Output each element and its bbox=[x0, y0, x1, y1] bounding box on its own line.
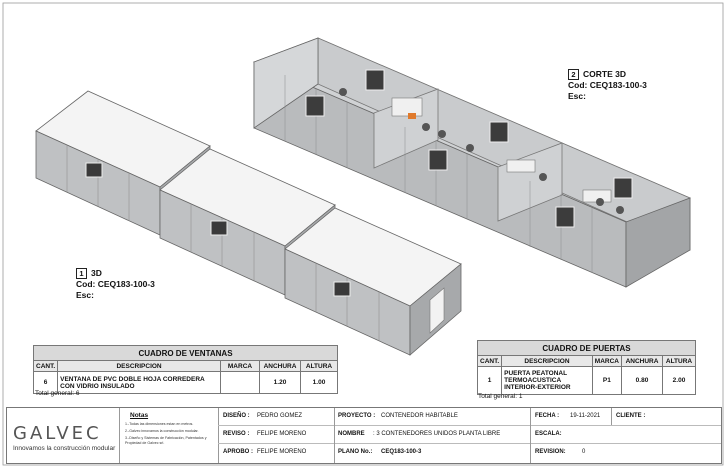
fecha-value: 19-11-2021 bbox=[570, 413, 601, 419]
company-tagline: Innovamos la construcción modular bbox=[13, 445, 116, 452]
cliente-label: CLIENTE : bbox=[616, 413, 646, 419]
proyecto-value: CONTENEDOR HABITABLE bbox=[381, 413, 458, 419]
esc-label: Esc: bbox=[568, 91, 586, 101]
column-header: ALTURA bbox=[663, 356, 696, 367]
escala-label: ESCALA: bbox=[535, 431, 562, 437]
table-row bbox=[478, 367, 696, 395]
cell-cant: 1 bbox=[478, 367, 502, 395]
cell-descripcion: VENTANA DE PVC DOBLE HOJA CORREDERA CON VIDRIO INSULADO bbox=[58, 372, 221, 394]
reviso-label: REVISO : bbox=[223, 431, 250, 437]
view-title: CORTE 3D bbox=[583, 69, 626, 79]
doors-schedule-caption: CUADRO DE PUERTAS bbox=[478, 341, 696, 356]
view-title: 3D bbox=[91, 268, 102, 278]
title-block bbox=[6, 407, 722, 464]
windows-total: Total general: 6 bbox=[35, 390, 80, 397]
plano-value: CEQ183-100-3 bbox=[381, 449, 422, 455]
galvec-logo: GALVEC bbox=[13, 423, 102, 444]
nombre-label: NOMBRE bbox=[338, 431, 365, 437]
revision-label: REVISION: bbox=[535, 449, 566, 455]
cell-descripcion: PUERTA PEATONAL TERMOACUSTICA INTERIOR-EXTERIOR bbox=[502, 367, 593, 395]
view-label-3d bbox=[76, 268, 155, 301]
cod-value: CEQ183-100-3 bbox=[589, 80, 647, 90]
view-number: 1 bbox=[76, 268, 87, 279]
cell-altura: 2.00 bbox=[663, 367, 696, 395]
reviso-value: FELIPE MORENO bbox=[257, 431, 307, 437]
cell-anchura: 1.20 bbox=[260, 372, 301, 394]
windows-schedule-caption: CUADRO DE VENTANAS bbox=[34, 346, 338, 361]
column-header: CANT. bbox=[478, 356, 502, 367]
cell-altura: 1.00 bbox=[301, 372, 338, 394]
plano-label: PLANO No.: bbox=[338, 449, 373, 455]
esc-label: Esc: bbox=[76, 290, 94, 300]
cell-marca bbox=[221, 372, 260, 394]
cell-cant: 6 bbox=[34, 372, 58, 394]
column-header: ALTURA bbox=[301, 361, 338, 372]
note-item: 3.-Diseño y Sistemas de Fabricación, Patentados y Propiedad de Galvec srl. bbox=[125, 436, 207, 445]
column-header: CANT. bbox=[34, 361, 58, 372]
doors-total: Total general: 1 bbox=[478, 393, 523, 400]
view-number: 2 bbox=[568, 69, 579, 80]
column-header: MARCA bbox=[592, 356, 621, 367]
aprobo-label: APROBO : bbox=[223, 449, 253, 455]
cod-value: CEQ183-100-3 bbox=[97, 279, 155, 289]
column-header: ANCHURA bbox=[260, 361, 301, 372]
cell-marca: P1 bbox=[592, 367, 621, 395]
note-item: 2.-Galvec innovamos la construcción modular. bbox=[125, 429, 199, 433]
revision-value: 0 bbox=[582, 449, 586, 455]
column-header: DESCRIPCION bbox=[502, 356, 593, 367]
column-header: DESCRIPCION bbox=[58, 361, 221, 372]
diseno-value: PEDRO GOMEZ bbox=[257, 413, 303, 419]
fecha-label: FECHA : bbox=[535, 413, 560, 419]
windows-schedule-table bbox=[33, 345, 338, 394]
cod-label: Cod: bbox=[568, 80, 588, 90]
diseno-label: DISEÑO : bbox=[223, 413, 250, 419]
nombre-value: : 3 CONTENEDORES UNIDOS PLANTA LIBRE bbox=[373, 431, 501, 437]
column-header: MARCA bbox=[221, 361, 260, 372]
note-item: 1.-Todas las dimensiones estan en metros. bbox=[125, 422, 194, 426]
view-label-corte-3d bbox=[568, 69, 647, 102]
cod-label: Cod: bbox=[76, 279, 96, 289]
doors-schedule-table bbox=[477, 340, 696, 395]
cell-anchura: 0.80 bbox=[622, 367, 663, 395]
aprobo-value: FELIPE MORENO bbox=[257, 449, 307, 455]
notes-title: Notas bbox=[130, 412, 149, 419]
proyecto-label: PROYECTO : bbox=[338, 413, 376, 419]
column-header: ANCHURA bbox=[622, 356, 663, 367]
